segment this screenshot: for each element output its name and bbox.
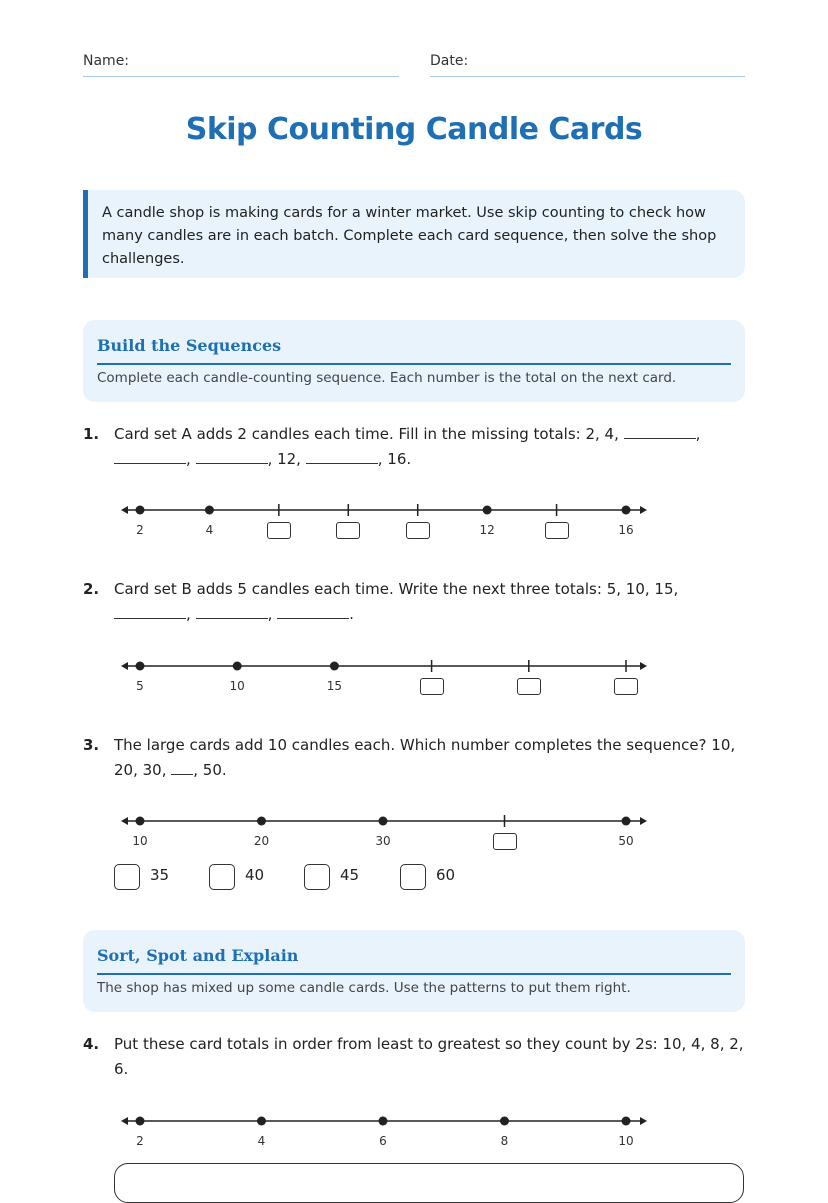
number-line-point [330,662,339,671]
option-checkbox[interactable] [209,864,235,890]
number-line-point [622,506,631,515]
question-text: , 50. [193,761,227,779]
separator: , [267,605,273,623]
question-text: 20, 30, [114,761,167,779]
date-field[interactable] [430,76,745,77]
number-line-point [233,662,242,671]
question-text: , 16. [377,450,412,468]
number-line-answer-box[interactable] [493,833,517,850]
number-line-label: 30 [375,834,391,848]
question-4-text [114,1032,754,1082]
question-text: Card set A adds 2 candles each time. Fill in the missing totals: 2, 4, [114,425,619,443]
section-subtitle: The shop has mixed up some candle cards. Use the patterns to put them right. [97,980,631,996]
number-line-q2 [110,654,660,678]
number-line-label: 5 [136,679,144,693]
number-line-q4 [110,1109,660,1133]
section-sort-spot-explain [83,930,745,1012]
question-text: Put these card totals in order from least to greatest so they count by 2s: 10, 4, 8, 2, [114,1035,744,1053]
question-1-text [114,422,754,472]
option-label: 60 [436,866,456,884]
number-line-label: 2 [136,523,144,537]
option-checkbox[interactable] [114,864,140,890]
separator: , [186,450,191,468]
number-line-point [136,506,145,515]
number-line-point [379,1117,388,1126]
option-checkbox[interactable] [400,864,426,890]
number-line-point [500,1117,509,1126]
number-line-label: 4 [205,523,214,537]
arrow-left-icon [121,662,128,670]
question-text: The large cards add 10 candles each. Which number completes the sequence? 10, [114,736,736,754]
number-line-point [622,817,631,826]
arrow-right-icon [640,1117,647,1125]
question-text: Card set B adds 5 candles each time. Write the next three totals: 5, 10, 15, [114,580,679,598]
number-line-label: 8 [500,1134,509,1148]
number-line-answer-box[interactable] [336,522,360,539]
answer-blank[interactable] [114,449,186,464]
number-line-label: 6 [379,1134,387,1148]
question-text: . [349,605,354,623]
separator: , [186,605,191,623]
number-line-point [205,506,214,515]
answer-blank[interactable] [196,604,268,619]
question-text: , 12, [267,450,301,468]
number-line-point [257,817,266,826]
name-label: Name: [83,53,130,69]
intro-box [83,190,745,278]
section-title: Sort, Spot and Explain [97,946,299,965]
number-line-label: 16 [618,523,634,537]
section-divider [97,973,731,975]
number-line-label: 4 [257,1134,266,1148]
number-line-answer-box[interactable] [614,678,638,695]
answer-blank[interactable] [624,424,696,439]
number-line-label: 20 [253,834,270,848]
question-number: 1. [83,425,100,443]
answer-blank[interactable] [114,604,186,619]
arrow-right-icon [640,817,647,825]
question-2-text [114,577,754,627]
option-checkbox[interactable] [304,864,330,890]
section-subtitle: Complete each candle-counting sequence. Each number is the total on the next card. [97,370,677,386]
number-line-answer-box[interactable] [420,678,444,695]
question-text: 6. [114,1060,129,1078]
option-label: 45 [340,866,360,884]
number-line-point [257,1117,266,1126]
name-field[interactable] [83,76,399,77]
number-line-label: 2 [136,1134,144,1148]
number-line-answer-box[interactable] [517,678,541,695]
option-label: 40 [245,866,265,884]
number-line-point [622,1117,631,1126]
arrow-right-icon [640,506,647,514]
number-line-answer-box[interactable] [545,522,569,539]
option-label: 35 [150,866,170,884]
number-line-point [136,662,145,671]
number-line-label: 10 [618,1134,634,1148]
number-line-point [483,506,492,515]
number-line-label: 10 [229,679,245,693]
separator: , [695,425,701,443]
arrow-left-icon [121,506,128,514]
number-line-point [379,817,388,826]
date-label: Date: [430,53,469,69]
answer-blank[interactable] [196,449,268,464]
number-line-q1 [110,498,660,522]
number-line-answer-box[interactable] [406,522,430,539]
number-line-point [136,1117,145,1126]
answer-box[interactable] [114,1163,744,1203]
section-title: Build the Sequences [97,336,282,355]
question-number: 3. [83,736,100,754]
intro-text: A candle shop is making cards for a winter market. Use skip counting to check how many candles are in each batch. Complete each card sequence, then solve the shop challenges. [102,205,717,267]
number-line-point [136,817,145,826]
arrow-right-icon [640,662,647,670]
number-line-answer-box[interactable] [267,522,291,539]
question-number: 2. [83,580,100,598]
section-divider [97,363,731,365]
number-line-label: 15 [326,679,343,693]
arrow-left-icon [121,1117,128,1125]
question-number: 4. [83,1035,100,1053]
answer-blank[interactable] [306,449,378,464]
section-build-sequences [83,320,745,402]
answer-blank[interactable] [277,604,349,619]
number-line-label: 10 [132,834,148,848]
arrow-left-icon [121,817,128,825]
number-line-label: 50 [618,834,634,848]
number-line-q3 [110,809,660,833]
page-title: Skip Counting Candle Cards [185,112,643,147]
question-3-text [114,733,754,783]
number-line-label: 12 [479,523,495,537]
answer-blank[interactable] [171,762,193,775]
